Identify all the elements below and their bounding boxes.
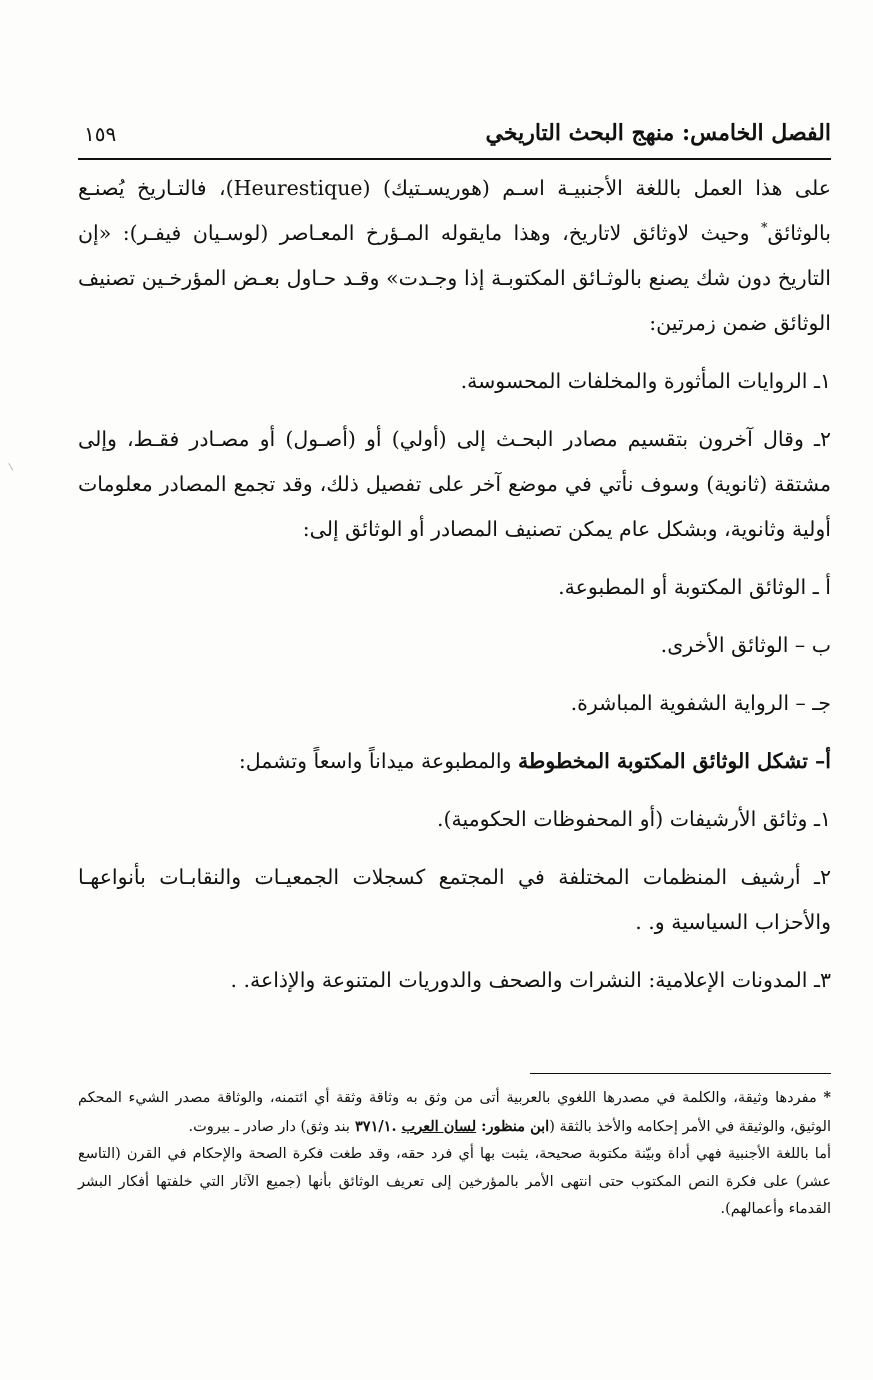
footnote-author: ابن منظور: [476, 1117, 550, 1135]
page-header [78, 118, 831, 160]
section-item-3: ٣ـ المدونات الإعلامية: النشرات والصحف والدوريات المتنوعة والإذاعة. . [230, 968, 831, 992]
footnote-reference: .٣٧١/١ [349, 1117, 402, 1135]
body-text [78, 166, 831, 1003]
sub-item-a: أ ـ الوثائق المكتوبة أو المطبوعة. [558, 575, 831, 599]
list-item-2: ٢ـ وقال آخرون بتقسيم مصادر البحـث إلى (أولي) أو (أصـول) أو مصـادر فقـط، وإلى مشتقة (ثانوية) وسوف نأتي في موضع آخر على تفصيل ذلك، وقد تجمع المصادر معلومات أولية وثانوية، وبشكل عام يمكن تصنيف المصادر أو الوثائق إلى: [78, 427, 831, 541]
paragraph-intro: على هذا العمل باللغة الأجنبيـة اسـم (هوريسـتيك) (Heurestique)، فالتـاريخ يُصنـع بالوثائق* وحيث لاوثائق لاتاريخ، وهذا مايقوله المـؤرخ المعـاصر (لوسـيان فيفـر): «إن التاريخ دون شك يصنع بالوثـائق المكتوبـة إذا وجـدت» وقـد حـاول بعـض المؤرخـين تصنيف الوثائق ضمن زمرتين: [78, 176, 831, 335]
footnote-divider [530, 1073, 831, 1074]
sub-item-b: ب – الوثائق الأخرى. [660, 633, 831, 657]
running-title: الفصل الخامس: منهج البحث التاريخي [485, 120, 831, 146]
footnote-marker: * [760, 221, 768, 237]
list-item-1: ١ـ الروايات المأثورة والمخلفات المحسوسة. [460, 369, 831, 393]
page-number: ١٥٩ [84, 122, 117, 146]
section-a-heading: أ– تشكل الوثائق المكتوبة المخطوطة والمطبوعة ميداناً واسعاً وتشمل: [238, 749, 831, 773]
scan-mark [8, 462, 15, 471]
footnote-source: لسان العرب [401, 1117, 477, 1135]
footnote-1: * مفردها وثيقة، والكلمة في مصدرها اللغوي بالعربية أتى من وثق به وثاقة وثقة أي ائتمنه، والوثاقة مصدر الشيء المحكم الوثيق، والوثيقة في الأمر إحكامه والأخذ بالثقة (ابن منظور: لسان العرب .٣٧١/١ بند وثق) دار صادر ـ بيروت. [78, 1089, 831, 1135]
footnotes [78, 1084, 831, 1224]
section-a-bold: أ– تشكل الوثائق المكتوبة المخطوطة [518, 749, 831, 773]
section-item-2: ٢ـ أرشيف المنظمات المختلفة في المجتمع كسجلات الجمعيـات والنقابـات بأنواعهـا والأحزاب السياسية و. . [78, 865, 831, 934]
footnote-2: أما باللغة الأجنبية فهي أداة وبيّنة مكتوبة صحيحة، يثبت بها أي فرد حقه، وقد طغت فكرة الصحة والإحكام في القرن (التاسع عشر) على فكرة النص المكتوب حتى انتهى الأمر بالمؤرخين إلى تعريف الوثائق بأنها (جميع الآثار التي خلفتها أفكار البشر القدماء وأعمالهم). [78, 1146, 831, 1217]
section-item-1: ١ـ وثائق الأرشيفات (أو المحفوظات الحكومية). [436, 807, 831, 831]
sub-item-c: جـ – الرواية الشفوية المباشرة. [570, 691, 831, 715]
